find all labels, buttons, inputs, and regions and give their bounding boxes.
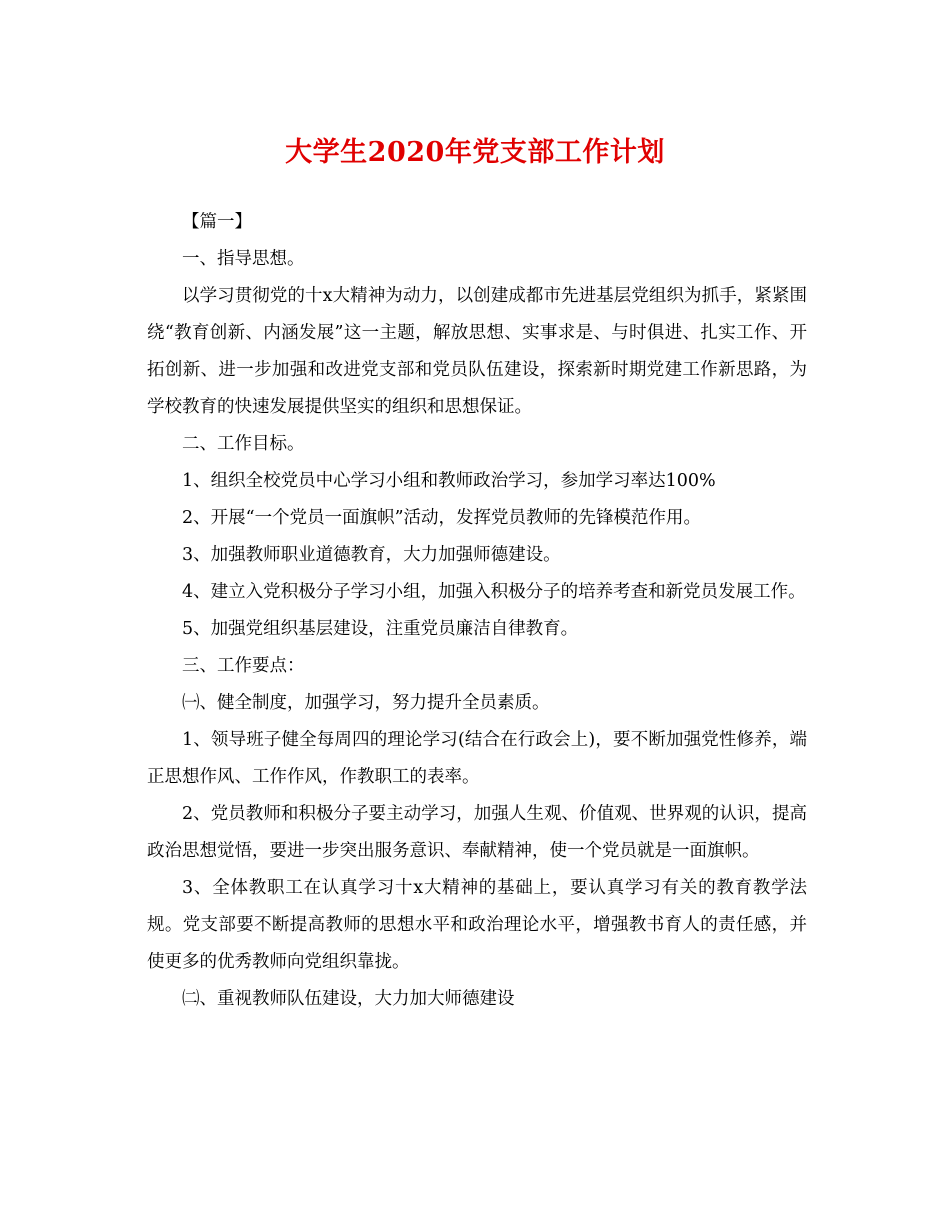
paragraph-point-1: 1、领导班子健全每周四的理论学习(结合在行政会上)，要不断加强党性修养，端正思想作风、工作作风，作教职工的表率。 xyxy=(147,730,807,787)
paragraph-goal-1: 1、组织全校党员中心学习小组和教师政治学习，参加学习率达100% xyxy=(182,471,716,491)
paragraph-heading-work-goals: 二、工作目标。 xyxy=(182,434,305,454)
paragraph-goal-3: 3、加强教师职业道德教育，大力加强师德建设。 xyxy=(182,545,561,565)
paragraph-heading-guiding-thought: 一、指导思想。 xyxy=(182,249,305,269)
paragraph-goal-2: 2、开展“一个党员一面旗帜”活动，发挥党员教师的先锋模范作用。 xyxy=(182,508,702,528)
paragraph-point-3: 3、全体教职工在认真学习十x大精神的基础上，要认真学习有关的教育教学法规。党支部要不断提高教师的思想水平和政治理论水平，增强教书育人的责任感，并使更多的优秀教师向党组织靠拢。 xyxy=(147,878,807,972)
paragraph-subheading-1: ㈠、健全制度，加强学习，努力提升全员素质。 xyxy=(182,693,550,713)
paragraph-point-2: 2、党员教师和积极分子要主动学习，加强人生观、价值观、世界观的认识，提高政治思想觉悟，要进一步突出服务意识、奉献精神，使一个党员就是一面旗帜。 xyxy=(147,804,807,861)
paragraph-section-label: 【篇一】 xyxy=(182,212,252,232)
paragraph-subheading-2: ㈡、重视教师队伍建设，大力加大师德建设 xyxy=(182,989,515,1009)
paragraph-goal-4: 4、建立入党积极分子学习小组，加强入积极分子的培养考查和新党员发展工作。 xyxy=(182,582,806,602)
paragraph-heading-work-points: 三、工作要点： xyxy=(182,656,305,676)
document-body xyxy=(147,204,807,1018)
paragraph-goal-5: 5、加强党组织基层建设，注重党员廉洁自律教育。 xyxy=(182,619,579,639)
paragraph-guiding-thought-body: 以学习贯彻党的十x大精神为动力，以创建成都市先进基层党组织为抓手，紧紧围绕“教育创新、内涵发展”这一主题，解放思想、实事求是、与时俱进、扎实工作、开拓创新、进一步加强和改进党支部和党员队伍建设，探索新时期党建工作新思路，为学校教育的快速发展提供坚实的组织和思想保证。 xyxy=(147,286,807,417)
document-title: 大学生2020年党支部工作计划 xyxy=(285,137,665,168)
